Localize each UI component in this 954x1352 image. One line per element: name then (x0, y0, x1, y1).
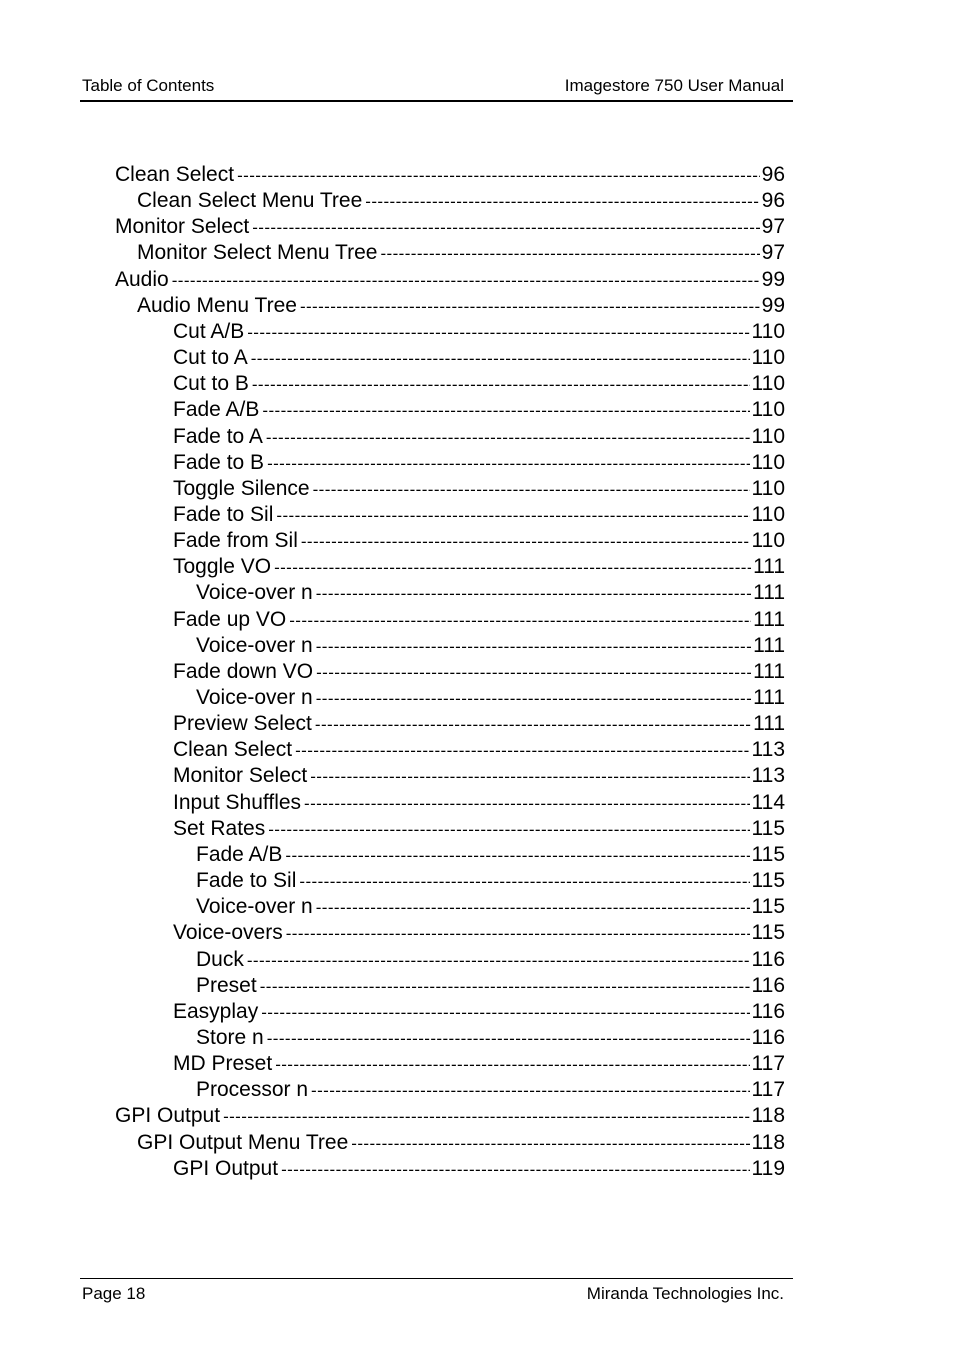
toc-entry[interactable] (173, 607, 785, 633)
toc-entry-page: 116 (751, 1026, 785, 1049)
toc-entry-label: Easyplay (173, 1000, 259, 1023)
toc-entry[interactable] (115, 162, 785, 188)
toc-entry[interactable] (173, 371, 785, 397)
toc-dot-leader (274, 555, 751, 580)
toc-entry-label: Preview Select (173, 712, 312, 735)
toc-entry-page: 111 (753, 634, 785, 657)
toc-entry-page: 117 (751, 1052, 785, 1075)
toc-entry-label: Fade to Sil (173, 503, 274, 526)
toc-entry-page: 115 (751, 817, 785, 840)
toc-entry-page: 117 (751, 1078, 785, 1101)
toc-dot-leader (267, 451, 749, 476)
toc-entry[interactable] (196, 947, 785, 973)
toc-entry-label: Fade up VO (173, 608, 287, 631)
toc-entry[interactable] (196, 580, 785, 606)
toc-entry-page: 99 (761, 268, 785, 291)
toc-dot-leader (316, 581, 751, 606)
toc-entry-label: Voice-over n (196, 634, 313, 657)
toc-entry-label: Toggle Silence (173, 477, 310, 500)
toc-dot-leader (289, 608, 751, 633)
toc-entry-page: 110 (751, 529, 785, 552)
toc-dot-leader (261, 1000, 749, 1025)
toc-entry[interactable] (173, 659, 785, 685)
toc-entry-label: Set Rates (173, 817, 266, 840)
toc-dot-leader (295, 738, 749, 763)
toc-dot-leader (276, 503, 749, 528)
toc-entry-page: 111 (753, 555, 785, 578)
toc-entry-page: 97 (761, 215, 785, 238)
toc-dot-leader (281, 1157, 749, 1182)
header-section-title: Table of Contents (82, 76, 215, 95)
toc-entry[interactable] (196, 1025, 785, 1051)
toc-entry-label: GPI Output (173, 1157, 279, 1180)
toc-entry-page: 115 (751, 921, 785, 944)
toc-dot-leader (301, 529, 750, 554)
toc-dot-leader (316, 895, 750, 920)
toc-dot-leader (365, 189, 759, 214)
toc-dot-leader (172, 268, 760, 293)
toc-entry[interactable] (196, 868, 785, 894)
toc-entry-label: Fade to B (173, 451, 265, 474)
toc-dot-leader (268, 817, 749, 842)
toc-entry[interactable] (137, 293, 785, 319)
toc-dot-leader (304, 791, 749, 816)
toc-entry-label: Cut A/B (173, 320, 245, 343)
toc-entry[interactable] (173, 554, 785, 580)
toc-entry-label: Audio (115, 268, 169, 291)
toc-dot-leader (285, 843, 749, 868)
toc-entry-page: 116 (751, 1000, 785, 1023)
toc-dot-leader (313, 477, 750, 502)
toc-dot-leader (300, 294, 760, 319)
toc-entry-page: 110 (751, 477, 785, 500)
toc-entry-page: 116 (751, 948, 785, 971)
toc-entry-page: 110 (751, 372, 785, 395)
toc-entry-label: Toggle VO (173, 555, 272, 578)
toc-entry-label: Processor n (196, 1078, 309, 1101)
toc-entry-page: 111 (753, 608, 785, 631)
toc-entry-page: 99 (761, 294, 785, 317)
toc-entry-page: 115 (751, 869, 785, 892)
toc-entry[interactable] (196, 1077, 785, 1103)
toc-entry[interactable] (115, 214, 785, 240)
toc-entry-label: Fade to A (173, 425, 263, 448)
toc-entry[interactable] (137, 240, 785, 266)
toc-dot-leader (380, 241, 759, 266)
toc-entry[interactable] (115, 267, 785, 293)
toc-dot-leader (310, 764, 749, 789)
toc-entry-label: Fade down VO (173, 660, 314, 683)
toc-entry[interactable] (173, 397, 785, 423)
toc-entry-page: 110 (751, 503, 785, 526)
toc-entry[interactable] (173, 450, 785, 476)
toc-entry-label: Fade from Sil (173, 529, 298, 552)
toc-dot-leader (252, 372, 750, 397)
toc-entry-label: Monitor Select (115, 215, 250, 238)
toc-entry-page: 113 (751, 764, 785, 787)
footer-company: Miranda Technologies Inc. (586, 1284, 784, 1303)
toc-entry[interactable] (173, 1156, 785, 1182)
toc-dot-leader (251, 346, 750, 371)
toc-dot-leader (247, 948, 750, 973)
toc-entry[interactable] (137, 188, 785, 214)
toc-entry-label: Voice-overs (173, 921, 283, 944)
toc-entry-page: 115 (751, 843, 785, 866)
toc-entry[interactable] (173, 816, 785, 842)
toc-entry-page: 115 (751, 895, 785, 918)
footer-page-number: Page 18 (82, 1284, 146, 1303)
toc-entry-label: MD Preset (173, 1052, 273, 1075)
header-manual-title: Imagestore 750 User Manual (564, 76, 784, 95)
toc-entry-page: 119 (751, 1157, 785, 1180)
toc-entry-label: Fade A/B (196, 843, 283, 866)
toc-entry-label: Voice-over n (196, 895, 313, 918)
toc-entry-label: Preset (196, 974, 257, 997)
toc-entry[interactable] (196, 685, 785, 711)
toc-entry-label: Cut to A (173, 346, 248, 369)
toc-dot-leader (237, 163, 760, 188)
toc-dot-leader (275, 1052, 749, 1077)
toc-entry-label: Voice-over n (196, 686, 313, 709)
toc-entry-page: 110 (751, 425, 785, 448)
toc-entry[interactable] (173, 763, 785, 789)
toc-entry-page: 110 (751, 398, 785, 421)
toc-dot-leader (260, 974, 750, 999)
toc-entry-label: Duck (196, 948, 244, 971)
toc-entry-page: 110 (751, 320, 785, 343)
toc-dot-leader (252, 215, 759, 240)
toc-entry-label: Fade to Sil (196, 869, 297, 892)
toc-entry-label: Monitor Select Menu Tree (137, 241, 378, 264)
toc-entry-page: 96 (761, 163, 785, 186)
toc-entry[interactable] (196, 894, 785, 920)
toc-dot-leader (316, 634, 751, 659)
toc-entry-page: 111 (753, 686, 785, 709)
toc-entry[interactable] (173, 920, 785, 946)
toc-entry-page: 111 (753, 712, 785, 735)
toc-entry-page: 118 (751, 1131, 785, 1154)
toc-entry[interactable] (173, 319, 785, 345)
toc-dot-leader (315, 712, 751, 737)
toc-entry-page: 111 (753, 581, 785, 604)
toc-entry-label: Input Shuffles (173, 791, 302, 814)
toc-entry[interactable] (173, 528, 785, 554)
toc-dot-leader (286, 921, 750, 946)
toc-entry[interactable] (173, 711, 785, 737)
toc-dot-leader (262, 398, 749, 423)
page-header (80, 76, 793, 102)
toc-dot-leader (316, 660, 751, 685)
toc-dot-leader (223, 1104, 749, 1129)
toc-entry[interactable] (137, 1130, 785, 1156)
toc-entry[interactable] (173, 424, 785, 450)
toc-entry[interactable] (173, 476, 785, 502)
toc-entry[interactable] (173, 502, 785, 528)
toc-entry-label: Clean Select (115, 163, 235, 186)
toc-entry-label: Voice-over n (196, 581, 313, 604)
toc-entry[interactable] (196, 842, 785, 868)
toc-entry-page: 118 (751, 1104, 785, 1127)
toc-entry-page: 116 (751, 974, 785, 997)
toc-dot-leader (267, 1026, 750, 1051)
toc-entry-page: 111 (753, 660, 785, 683)
toc-entry[interactable] (173, 999, 785, 1025)
toc-dot-leader (351, 1131, 749, 1156)
toc-entry-label: Monitor Select (173, 764, 308, 787)
toc-entry-label: GPI Output (115, 1104, 221, 1127)
toc-entry-page: 110 (751, 346, 785, 369)
toc-entry-label: Fade A/B (173, 398, 260, 421)
toc-entry-label: Store n (196, 1026, 264, 1049)
page-footer (80, 1278, 793, 1307)
toc-entry-label: Cut to B (173, 372, 249, 395)
toc-entry[interactable] (173, 790, 785, 816)
toc-entry-page: 110 (751, 451, 785, 474)
toc-entry-label: Clean Select Menu Tree (137, 189, 363, 212)
toc-entry-page: 96 (761, 189, 785, 212)
toc-dot-leader (316, 686, 751, 711)
toc-entry[interactable] (115, 1103, 785, 1129)
toc-entry-label: Clean Select (173, 738, 293, 761)
toc-entry[interactable] (173, 1051, 785, 1077)
toc-entry[interactable] (196, 973, 785, 999)
toc-entry-label: GPI Output Menu Tree (137, 1131, 349, 1154)
toc-entry-label: Audio Menu Tree (137, 294, 297, 317)
toc-entry-page: 113 (751, 738, 785, 761)
toc-entry[interactable] (196, 633, 785, 659)
toc-dot-leader (299, 869, 749, 894)
toc-dot-leader (311, 1078, 749, 1103)
toc-dot-leader (266, 425, 750, 450)
toc-entry[interactable] (173, 737, 785, 763)
toc-dot-leader (247, 320, 749, 345)
toc-entry-page: 114 (751, 791, 785, 814)
toc-entry[interactable] (173, 345, 785, 371)
toc-entry-page: 97 (761, 241, 785, 264)
